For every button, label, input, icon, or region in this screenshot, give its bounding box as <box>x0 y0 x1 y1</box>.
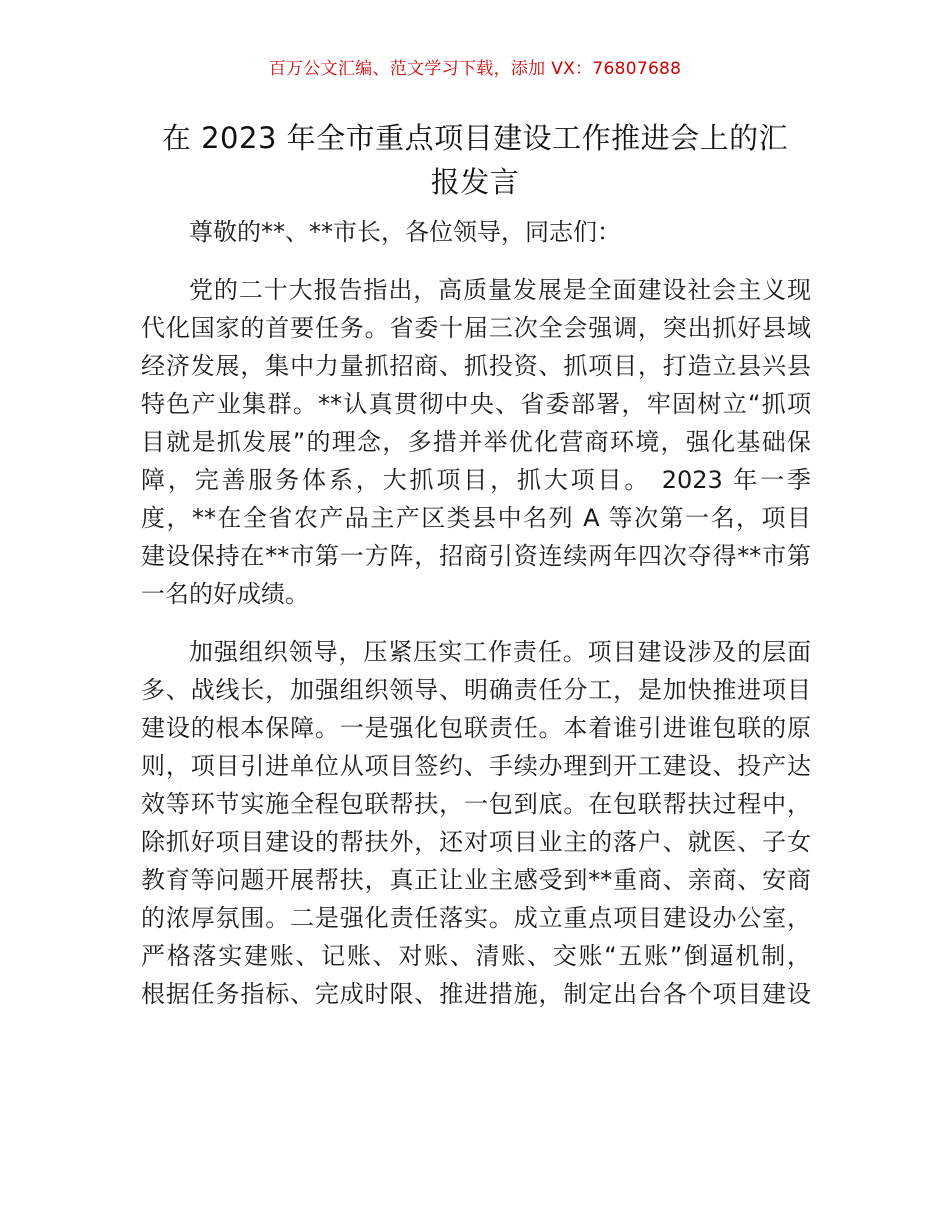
title-line: 报发言 <box>430 165 520 199</box>
paragraph-line: 度，**在全省农产品主产区类县中名列 A 等次第一名，项目 <box>141 504 811 532</box>
header-promo-note: 百万公文汇编、范文学习下载，添加 VX：76807688 <box>268 59 682 79</box>
document-title <box>128 116 822 204</box>
title-line: 在 2023 年全市重点项目建设工作推进会上的汇 <box>161 121 789 155</box>
paragraph-line: 则，项目引进单位从项目签约、手续办理到开工建设、投产达 <box>141 752 811 780</box>
paragraph-1 <box>141 271 811 613</box>
paragraph-line: 党的二十大报告指出，高质量发展是全面建设社会主义现 <box>189 276 811 304</box>
paragraph-line: 根据任务指标、完成时限、推进措施，制定出台各个项目建设 <box>141 980 811 1008</box>
paragraph-2 <box>141 633 811 1013</box>
paragraph-line: 建设保持在**市第一方阵，招商引资连续两年四次夺得**市第 <box>141 542 811 570</box>
paragraph-line: 加强组织领导，压紧压实工作责任。项目建设涉及的层面 <box>189 638 811 666</box>
paragraph-line: 除抓好项目建设的帮扶外，还对项目业主的落户、就医、子女 <box>141 828 811 856</box>
paragraph-line: 经济发展，集中力量抓招商、抓投资、抓项目，打造立县兴县 <box>141 352 811 380</box>
paragraph-line: 障，完善服务体系，大抓项目，抓大项目。 2023 年一季 <box>141 466 811 494</box>
paragraph-line: 的浓厚氛围。二是强化责任落实。成立重点项目建设办公室， <box>141 904 811 932</box>
paragraph-line: 严格落实建账、记账、对账、清账、交账“五账”倒逼机制， <box>141 942 811 970</box>
salutation-line: 尊敬的**、**市长，各位领导，同志们： <box>189 218 621 246</box>
paragraph-line: 教育等问题开展帮扶，真正让业主感受到**重商、亲商、安商 <box>141 866 811 894</box>
paragraph-line: 建设的根本保障。一是强化包联责任。本着谁引进谁包联的原 <box>141 714 811 742</box>
paragraph-line: 代化国家的首要任务。省委十届三次全会强调，突出抓好县域 <box>141 314 811 342</box>
document-body <box>141 213 811 1013</box>
paragraph-line: 目就是抓发展”的理念，多措并举优化营商环境，强化基础保 <box>141 428 811 456</box>
paragraph-line: 特色产业集群。**认真贯彻中央、省委部署，牢固树立“抓项 <box>141 390 811 418</box>
salutation <box>141 213 811 251</box>
paragraph-line: 效等环节实施全程包联帮扶，一包到底。在包联帮扶过程中， <box>141 790 811 818</box>
paragraph-line: 一名的好成绩。 <box>141 580 309 608</box>
paragraph-line: 多、战线长，加强组织领导、明确责任分工，是加快推进项目 <box>141 676 811 704</box>
